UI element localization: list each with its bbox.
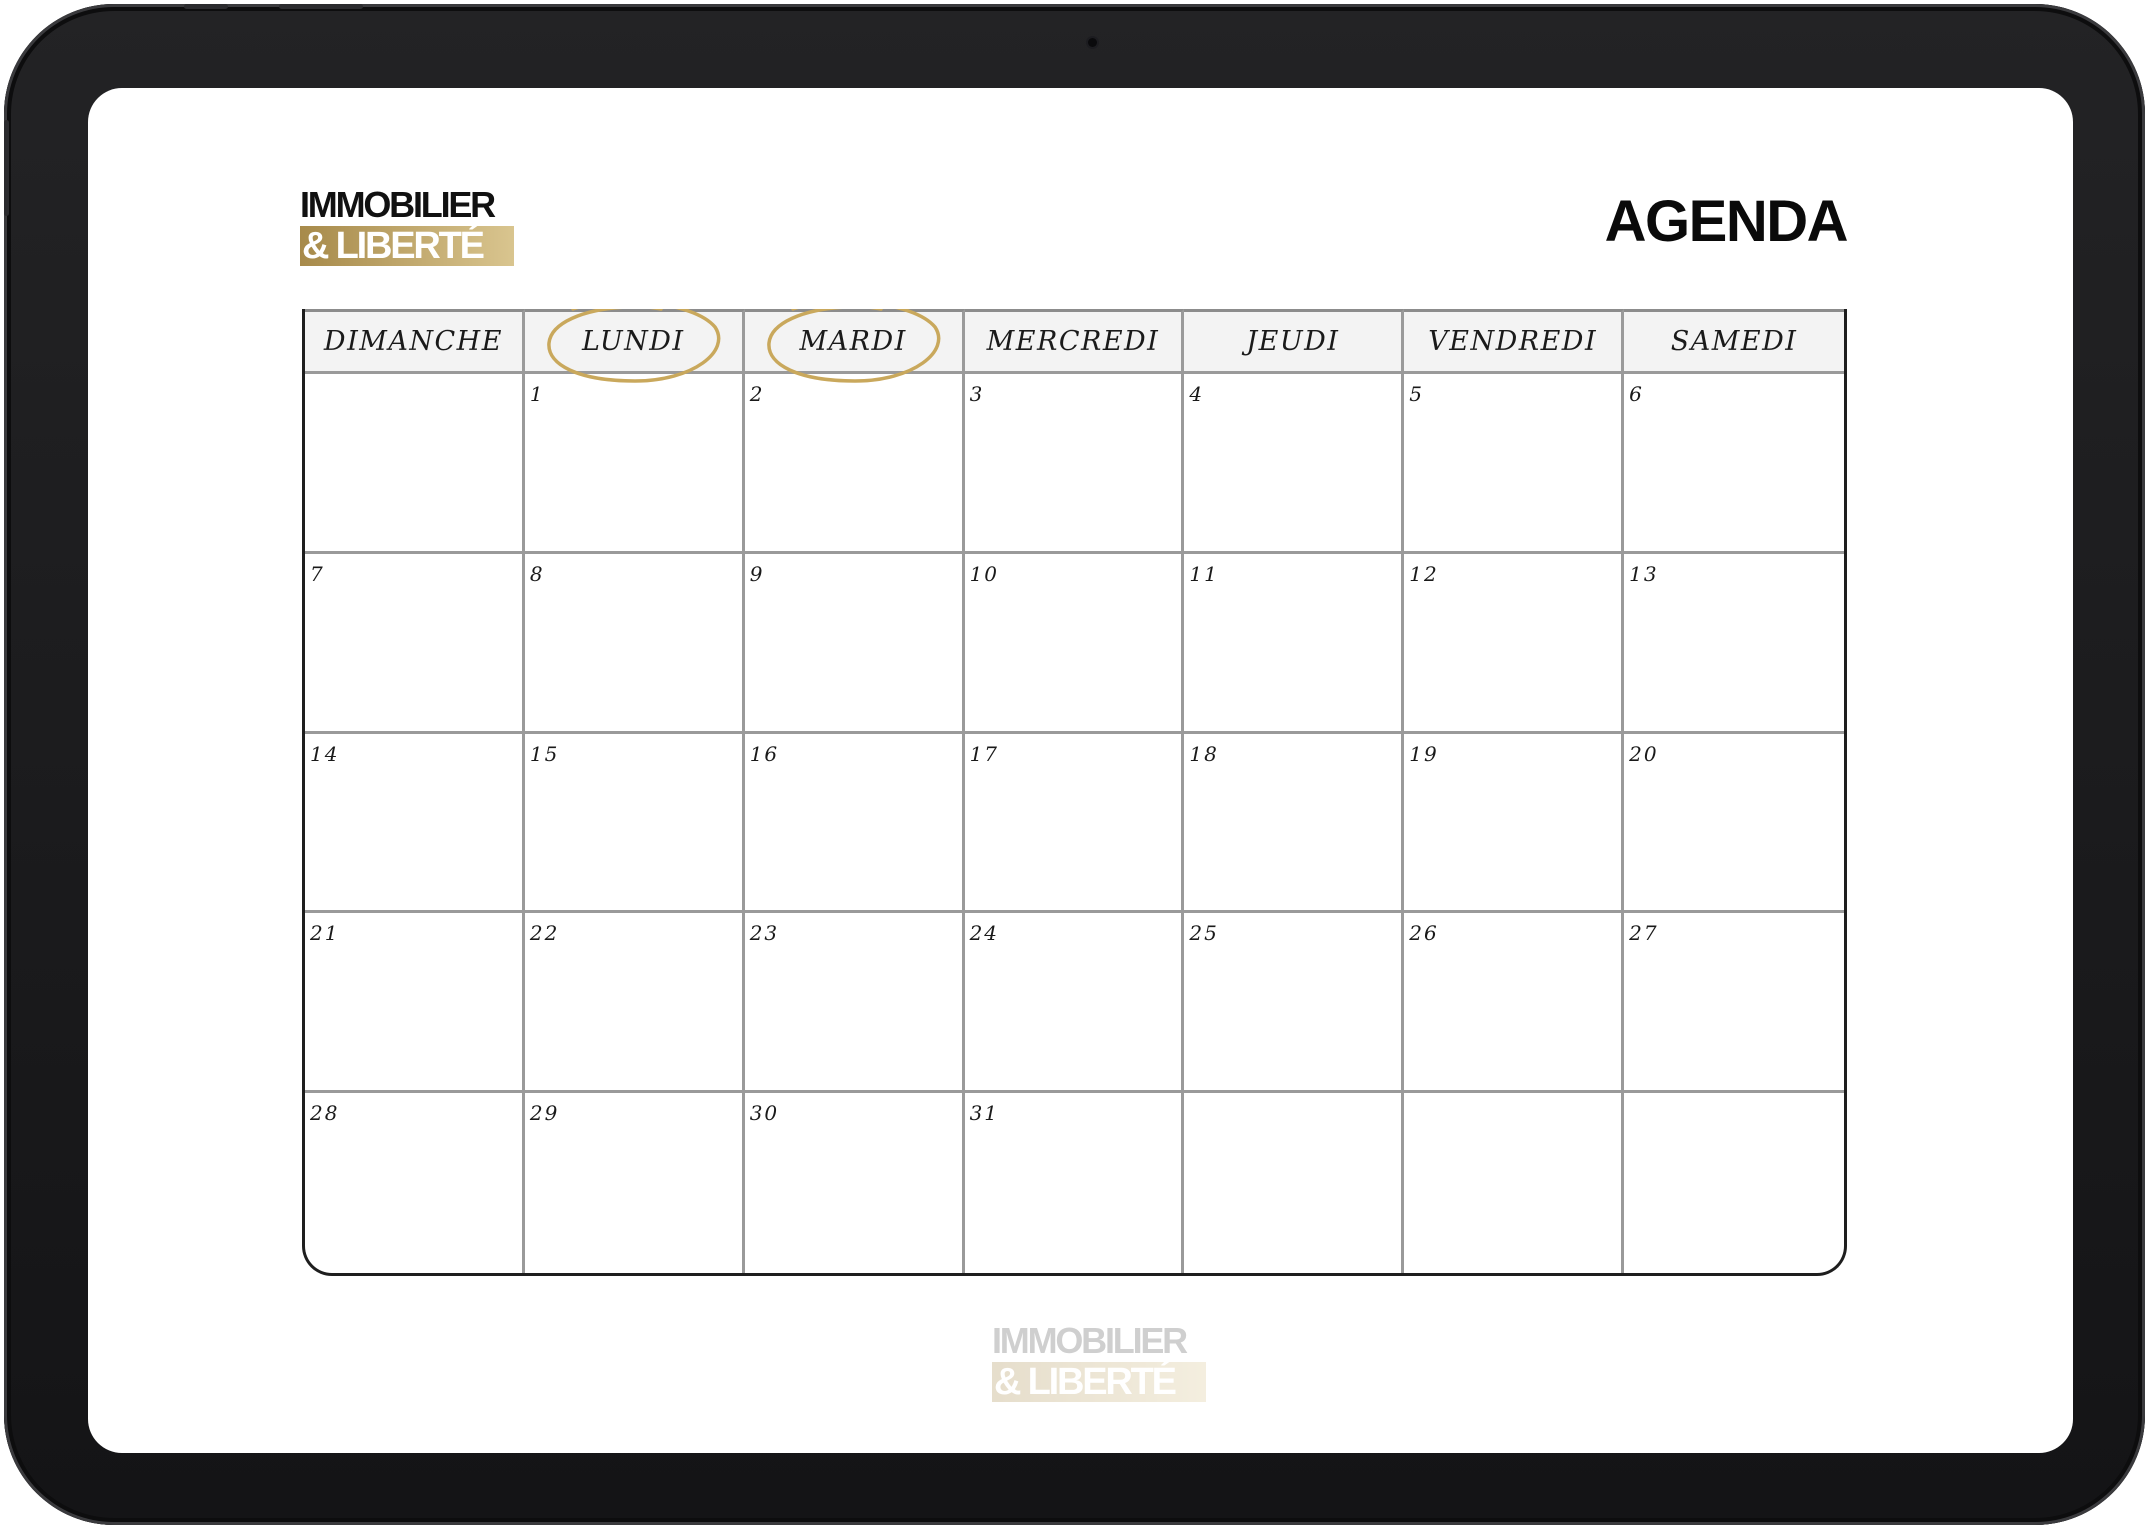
- day-cell-17[interactable]: [965, 734, 1185, 914]
- day-cell-1[interactable]: [525, 374, 745, 554]
- day-cell-20[interactable]: [1624, 734, 1844, 914]
- day-cell-empty[interactable]: [1184, 1093, 1404, 1273]
- day-number: 4: [1189, 382, 1205, 406]
- weekday-label: SAMEDI: [1670, 326, 1798, 357]
- day-number: 26: [1409, 921, 1439, 946]
- day-number: 14: [310, 741, 340, 766]
- day-number: 2: [749, 382, 765, 406]
- weekday-label: JEUDI: [1246, 326, 1340, 357]
- day-cell-11[interactable]: [1184, 554, 1404, 734]
- day-number: 19: [1409, 741, 1439, 766]
- day-cell-15[interactable]: [525, 734, 745, 914]
- weekday-label: MARDI: [799, 326, 907, 357]
- day-cell-29[interactable]: [525, 1093, 745, 1273]
- weekday-header-dimanche: [305, 309, 525, 374]
- day-number: 15: [529, 741, 560, 766]
- day-number: 29: [529, 1101, 560, 1126]
- day-cell-26[interactable]: [1404, 913, 1624, 1093]
- day-cell-9[interactable]: [745, 554, 965, 734]
- day-number: 11: [1189, 561, 1219, 586]
- day-number: 7: [310, 561, 325, 586]
- day-number: 6: [1629, 382, 1644, 406]
- day-number: 18: [1189, 741, 1219, 766]
- tablet-frame: [4, 4, 2145, 1525]
- day-number: 5: [1409, 382, 1425, 406]
- day-cell-5[interactable]: [1404, 374, 1624, 554]
- weekday-header-lundi: [525, 309, 745, 374]
- day-number: 1: [529, 382, 545, 406]
- day-cell-6[interactable]: [1624, 374, 1844, 554]
- day-number: 12: [1409, 561, 1439, 586]
- weekday-header-jeudi: [1184, 309, 1404, 374]
- brand-watermark: [992, 1322, 1208, 1402]
- volume-button: [279, 4, 363, 9]
- day-cell-27[interactable]: [1624, 913, 1844, 1093]
- day-cell-7[interactable]: [305, 554, 525, 734]
- brand-logo-line2: & LIBERTÉ: [300, 226, 514, 266]
- weekday-label: DIMANCHE: [323, 326, 503, 357]
- weekday-label: MERCREDI: [986, 326, 1160, 357]
- day-number: 8: [529, 561, 545, 586]
- brand-logo-line1: IMMOBILIER: [300, 184, 494, 225]
- day-cell-19[interactable]: [1404, 734, 1624, 914]
- day-cell-31[interactable]: [965, 1093, 1185, 1273]
- day-cell-empty[interactable]: [1624, 1093, 1844, 1273]
- calendar-grid: [305, 309, 1844, 1273]
- day-number: 9: [749, 561, 765, 586]
- power-button: [184, 4, 228, 9]
- day-number: 30: [749, 1101, 780, 1126]
- weekday-label: LUNDI: [581, 326, 685, 357]
- day-cell-23[interactable]: [745, 913, 965, 1093]
- day-cell-14[interactable]: [305, 734, 525, 914]
- day-cell-3[interactable]: [965, 374, 1185, 554]
- day-cell-25[interactable]: [1184, 913, 1404, 1093]
- day-cell-24[interactable]: [965, 913, 1185, 1093]
- calendar: [302, 309, 1847, 1276]
- weekday-header-samedi: [1624, 309, 1844, 374]
- day-cell-28[interactable]: [305, 1093, 525, 1273]
- day-number: 17: [969, 741, 1000, 766]
- camera-icon: [1088, 38, 1097, 47]
- day-cell-12[interactable]: [1404, 554, 1624, 734]
- side-button: [4, 120, 9, 216]
- page-title: AGENDA: [1604, 189, 1847, 254]
- day-number: 27: [1629, 921, 1659, 946]
- day-cell-16[interactable]: [745, 734, 965, 914]
- weekday-header-mercredi: [965, 309, 1185, 374]
- day-cell-empty[interactable]: [1404, 1093, 1624, 1273]
- day-cell-21[interactable]: [305, 913, 525, 1093]
- day-number: 13: [1629, 561, 1659, 586]
- day-cell-8[interactable]: [525, 554, 745, 734]
- day-number: 31: [969, 1101, 1000, 1126]
- day-cell-4[interactable]: [1184, 374, 1404, 554]
- day-cell-22[interactable]: [525, 913, 745, 1093]
- day-number: 28: [310, 1101, 340, 1126]
- day-cell-2[interactable]: [745, 374, 965, 554]
- weekday-label: VENDREDI: [1428, 326, 1598, 357]
- day-cell-10[interactable]: [965, 554, 1185, 734]
- day-number: 10: [969, 561, 1000, 586]
- day-cell-empty[interactable]: [305, 374, 525, 554]
- weekday-header-vendredi: [1404, 309, 1624, 374]
- day-number: 21: [310, 921, 340, 946]
- day-number: 25: [1189, 921, 1219, 946]
- brand-logo: [300, 186, 516, 266]
- day-number: 20: [1629, 741, 1659, 766]
- day-number: 16: [749, 741, 780, 766]
- tablet-screen: [88, 88, 2073, 1453]
- day-cell-18[interactable]: [1184, 734, 1404, 914]
- day-number: 24: [969, 921, 1000, 946]
- brand-watermark-line1: IMMOBILIER: [992, 1320, 1186, 1361]
- day-number: 3: [969, 382, 985, 406]
- day-number: 22: [529, 921, 560, 946]
- day-cell-13[interactable]: [1624, 554, 1844, 734]
- weekday-header-mardi: [745, 309, 965, 374]
- brand-watermark-line2: & LIBERTÉ: [992, 1362, 1206, 1402]
- day-number: 23: [749, 921, 780, 946]
- day-cell-30[interactable]: [745, 1093, 965, 1273]
